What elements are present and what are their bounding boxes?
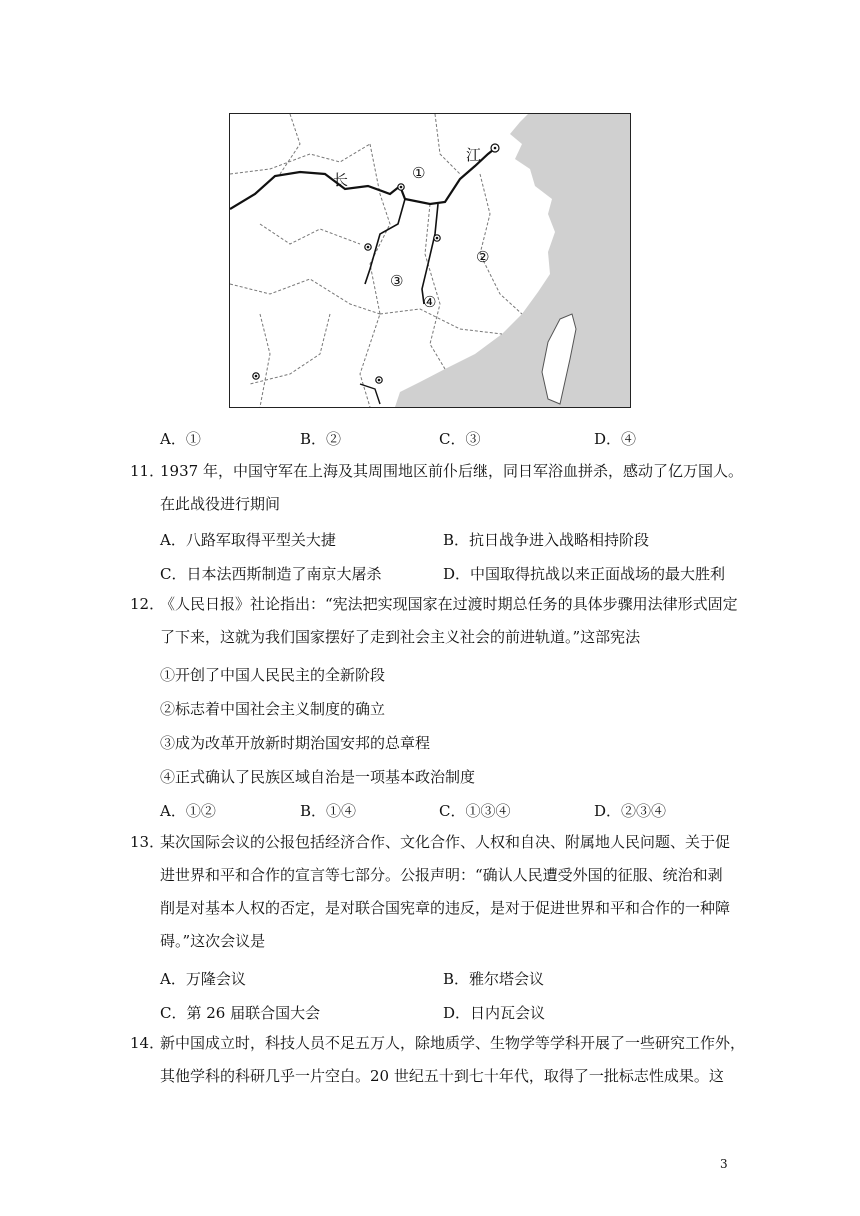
q11-option-d[interactable]: D．中国取得抗战以来正面战场的最大胜利 bbox=[443, 565, 726, 583]
city-marker-dots bbox=[255, 147, 497, 382]
q10-option-d[interactable]: D．④ bbox=[594, 430, 637, 448]
question-text-line: 削是对基本人权的否定，是对联合国宪章的违反，是对于促进世界和平和合作的一种障 bbox=[160, 899, 731, 917]
question-number: 14． bbox=[130, 1034, 165, 1052]
q13-option-b[interactable]: B．雅尔塔会议 bbox=[443, 970, 545, 988]
sea-area bbox=[395, 114, 630, 407]
question-text-line: 新中国成立时，科技人员不足五万人，除地质学、生物学等学科开展了一些研究工作外， bbox=[160, 1034, 746, 1052]
label-3: ③ bbox=[390, 272, 404, 290]
q12-option-b[interactable]: B．①④ bbox=[300, 802, 357, 820]
question-12 bbox=[130, 588, 740, 654]
q12-item-2: ②标志着中国社会主义制度的确立 bbox=[160, 700, 386, 718]
q12-item-1: ①开创了中国人民民主的全新阶段 bbox=[160, 666, 386, 684]
question-text-line: 《人民日报》社论指出：“宪法把实现国家在过渡时期总任务的具体步骤用法律形式固定 bbox=[160, 595, 738, 613]
q12-item-4: ④正式确认了民族区域自治是一项基本政治制度 bbox=[160, 768, 476, 786]
city-markers bbox=[253, 144, 499, 383]
label-2: ② bbox=[476, 248, 490, 266]
question-text-line: 1937 年，中国守军在上海及其周围地区前仆后继，同日军浴血拼杀，感动了亿万国人。 bbox=[160, 462, 743, 480]
label-jiang: 江 bbox=[466, 146, 482, 164]
question-14 bbox=[130, 1027, 746, 1093]
yangtze-river bbox=[230, 146, 498, 209]
q10-option-c[interactable]: C．③ bbox=[439, 430, 481, 448]
question-number: 11． bbox=[130, 462, 165, 480]
q11-option-b[interactable]: B．抗日战争进入战略相持阶段 bbox=[443, 531, 650, 549]
q13-option-a[interactable]: A．万隆会议 bbox=[160, 970, 246, 988]
question-text-line: 碍。”这次会议是 bbox=[160, 932, 266, 950]
river-pearl bbox=[360, 384, 380, 404]
question-text-line: 其他学科的科研几乎一片空白。20 世纪五十到七十年代，取得了一批标志性成果。这 bbox=[160, 1067, 724, 1085]
q10-option-b[interactable]: B．② bbox=[300, 430, 342, 448]
label-chang: 长 bbox=[333, 171, 349, 189]
q12-option-d[interactable]: D．②③④ bbox=[594, 802, 667, 820]
question-text-line: 了下来，这就为我们国家摆好了走到社会主义社会的前进轨道。”这部宪法 bbox=[160, 628, 641, 646]
q13-option-d[interactable]: D．日内瓦会议 bbox=[443, 1004, 546, 1022]
label-4: ④ bbox=[423, 293, 437, 311]
question-text-line: 在此战役进行期间 bbox=[160, 495, 281, 513]
q12-item-3: ③成为改革开放新时期治国安邦的总章程 bbox=[160, 734, 431, 752]
q11-option-c[interactable]: C．日本法西斯制造了南京大屠杀 bbox=[160, 565, 382, 583]
question-11 bbox=[130, 455, 743, 521]
question-text-line: 进世界和平和合作的宣言等七部分。公报声明：“确认人民遭受外国的征服、统治和剥 bbox=[160, 866, 723, 884]
question-13 bbox=[130, 826, 740, 958]
question-number: 13． bbox=[130, 833, 165, 851]
map-drawing bbox=[230, 114, 630, 407]
q11-option-a[interactable]: A．八路军取得平型关大捷 bbox=[160, 531, 336, 549]
label-1: ① bbox=[412, 164, 426, 182]
q10-option-a[interactable]: A．① bbox=[160, 430, 201, 448]
q12-option-a[interactable]: A．①② bbox=[160, 802, 216, 820]
q12-option-c[interactable]: C．①③④ bbox=[439, 802, 511, 820]
page-number: 3 bbox=[720, 1157, 728, 1171]
q13-option-c[interactable]: C．第 26 届联合国大会 bbox=[160, 1004, 321, 1022]
historical-map bbox=[229, 113, 631, 408]
question-number: 12． bbox=[130, 595, 165, 613]
question-text-line: 某次国际会议的公报包括经济合作、文化合作、人权和自决、附属地人民问题、关于促 bbox=[160, 833, 731, 851]
